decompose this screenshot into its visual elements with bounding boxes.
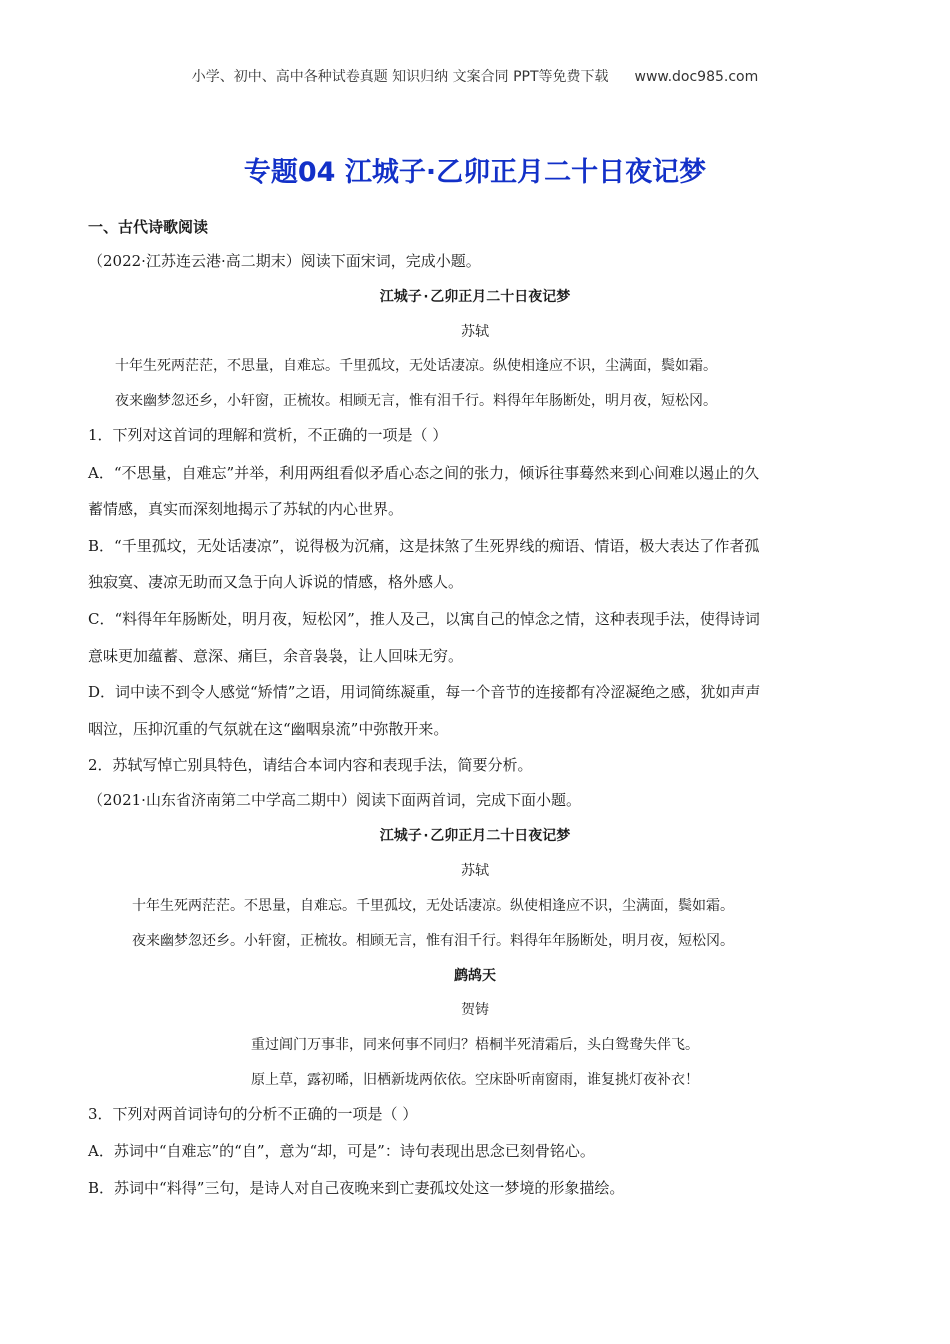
option-a: A．苏词中“自难忘”的“自”，意为“却，可是”：诗句表现出思念已刻骨铭心。 [88,1142,595,1160]
poem-title-2: 江城子·乙卯正月二十日夜记梦 [379,828,571,844]
source-note: （2022·江苏连云港·高二期末）阅读下面宋词，完成小题。 [88,252,481,270]
question-3: 3．下列对两首词诗句的分析不正确的一项是（ ） [88,1105,418,1123]
poem-title: 江城子·乙卯正月二十日夜记梦 [379,289,571,305]
header-site-link[interactable]: www.doc985.com [634,69,759,85]
question-1: 1．下列对这首词的理解和赏析，不正确的一项是（ ） [88,426,448,444]
option-b: B．苏词中“料得”三句，是诗人对自己夜晚来到亡妻孤坟处这一梦境的形象描绘。 [88,1179,625,1197]
poem-author-3: 贺铸 [461,1002,489,1018]
poem-title-3: 鹧鸪天 [454,968,496,984]
option-a-line-2: 蓄情感，真实而深刻地揭示了苏轼的内心世界。 [88,500,404,518]
document-title: 专题04 江城子·乙卯正月二十日夜记梦 [243,157,707,188]
poem-line: 十年生死两茫茫，不思量，自难忘。千里孤坟，无处话凄凉。纵使相逢应不识，尘满面，鬓如霜。 [115,358,717,374]
poem-line: 十年生死两茫茫。不思量，自难忘。千里孤坟，无处话凄凉。纵使相逢应不识，尘满面，鬓如霜。 [132,898,734,914]
option-a-line-1: A．“不思量，自难忘”并举，利用两组看似矛盾心态之间的张力，倾诉往事蓦然来到心间难以遏止的久 [88,464,760,482]
source-note-2: （2021·山东省济南第二中学高二期中）阅读下面两首词，完成下面小题。 [88,791,581,809]
option-c-line-2: 意味更加蕴蓄、意深、痛巨，余音袅袅，让人回味无穷。 [88,647,464,665]
poem-line: 原上草，露初晞，旧栖新垅两依依。空床卧听南窗雨，谁复挑灯夜补衣！ [251,1072,699,1088]
page-header [0,66,950,86]
option-b-line-1: B．“千里孤坟，无处话凄凉”，说得极为沉痛，这是抹煞了生死界线的痴语、情语，极大表达了作者孤 [88,537,760,555]
question-2: 2．苏轼写悼亡别具特色，请结合本词内容和表现手法，简要分析。 [88,756,533,774]
option-d-line-2: 咽泣，压抑沉重的气氛就在这“幽咽泉流”中弥散开来。 [88,720,449,738]
poem-line: 夜来幽梦忽还乡，小轩窗，正梳妆。相顾无言，惟有泪千行。料得年年肠断处，明月夜，短松冈。 [115,393,717,409]
header-text: 小学、初中、高中各种试卷真题 知识归纳 文案合同 PPT等免费下载 [191,69,609,85]
option-d-line-1: D．词中读不到令人感觉“矫情”之语，用词简练凝重，每一个音节的连接都有冷涩凝绝之感，犹如声声 [88,683,761,701]
option-c-line-1: C．“料得年年肠断处，明月夜，短松冈”，推人及己，以寓自己的悼念之情，这种表现手法，使得诗词 [88,610,760,628]
poem-line: 重过阊门万事非，同来何事不同归？梧桐半死清霜后，头白鸳鸯失伴飞。 [251,1037,699,1053]
poem-author-2: 苏轼 [461,863,489,879]
section-heading: 一、古代诗歌阅读 [88,218,209,236]
poem-line: 夜来幽梦忽还乡。小轩窗，正梳妆。相顾无言，惟有泪千行。料得年年肠断处，明月夜，短松冈。 [132,933,734,949]
option-b-line-2: 独寂寞、凄凉无助而又急于向人诉说的情感，格外感人。 [88,573,464,591]
poem-author: 苏轼 [461,324,489,340]
